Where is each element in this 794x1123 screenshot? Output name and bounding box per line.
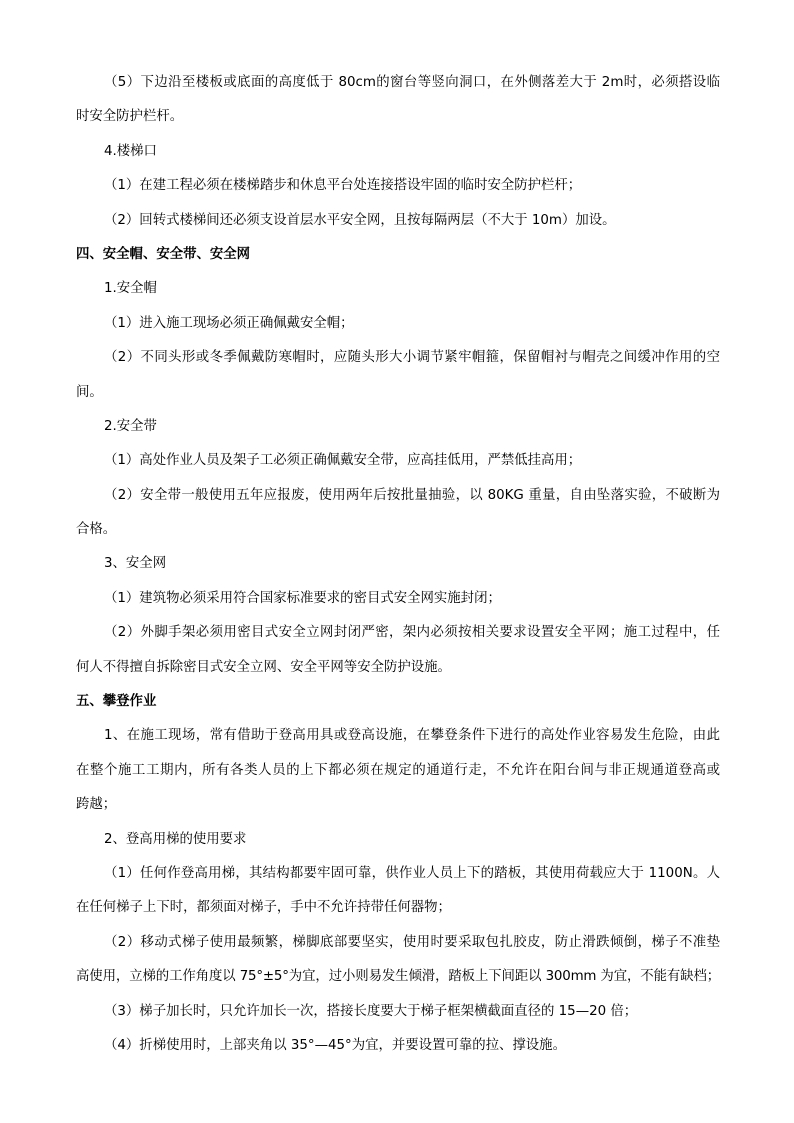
paragraph-line: 4.楼梯口 [104,143,157,159]
paragraph-line: （1）任何作登高用梯，其结构都要牢固可靠，供作业人员上下的踏板，其使用荷载应大于 1100N。人 [104,865,720,881]
paragraph-line: （2）安全带一般使用五年应报废，使用两年后按批量抽验，以 80KG 重量，自由坠落实验，不破断为 [104,487,720,503]
paragraph-line: （4）折梯使用时，上部夹角以 35°—45°为宜，并要设置可靠的拉、撑设施。 [104,1037,566,1053]
paragraph-line: 2、登高用梯的使用要求 [104,831,247,847]
section-heading: 五、攀登作业 [76,694,157,710]
paragraph-line: 跨越； [76,797,117,813]
paragraph-line: （1）建筑物必须采用符合国家标准要求的密目式安全网实施封闭； [104,590,501,606]
paragraph-line: （2）移动式梯子使用最频繁，梯脚底部要坚实，使用时要采取包扎胶皮，防止滑跌倾倒，梯子不准垫 [104,934,720,950]
paragraph-line: 在任何梯子上下时，都须面对梯子，手中不允许持带任何器物； [76,900,451,916]
paragraph-line: 3、安全网 [104,556,167,572]
paragraph-line: （5）下边沿至楼板或底面的高度低于 80cm的窗台等竖向洞口，在外侧落差大于 2m时，必须搭设临 [104,75,720,90]
paragraph-line: 时安全防护栏杆。 [76,109,184,125]
paragraph-line: （2）回转式楼梯间还必须支设首层水平安全网，且按每隔两层（不大于 10m）加设。 [104,212,616,228]
paragraph-line: 在整个施工工期内，所有各类人员的上下都必须在规定的通道行走，不允许在阳台间与非正规通道登高或 [76,762,720,778]
paragraph-line: （2）不同头形或冬季佩戴防寒帽时，应随头形大小调节紧牢帽箍，保留帽衬与帽壳之间缓冲作用的空 [104,350,720,366]
paragraph-line: （2）外脚手架必须用密目式安全立网封闭严密，架内必须按相关要求设置安全平网；施工过程中，任 [104,625,720,641]
paragraph-line: （1）在建工程必须在楼梯踏步和休息平台处连接搭设牢固的临时安全防护栏杆； [104,178,582,194]
paragraph-line: 1、在施工现场，常有借助于登高用具或登高设施，在攀登条件下进行的高处作业容易发生危险，由此 [104,728,720,744]
paragraph-line: 2.安全带 [104,418,157,434]
document-page [76,66,720,1063]
section-heading: 四、安全帽、安全带、安全网 [76,246,251,262]
paragraph-line: 合格。 [76,522,117,538]
paragraph-line: 高使用，立梯的工作角度以 75°±5°为宜，过小则易发生倾滑，踏板上下间距以 300mm 为宜，不能有缺档； [76,969,720,985]
paragraph-line: （1）高处作业人员及架子工必须正确佩戴安全带，应高挂低用，严禁低挂高用； [104,453,582,469]
paragraph-line: 间。 [76,384,103,400]
paragraph-line: （1）进入施工现场必须正确佩戴安全帽； [104,315,354,331]
paragraph-line: （3）梯子加长时，只允许加长一次，搭接长度要大于梯子框架横截面直径的 15—20 倍； [104,1003,638,1019]
paragraph-line: 何人不得擅自拆除密目式安全立网、安全平网等安全防护设施。 [76,659,451,675]
paragraph-line: 1.安全帽 [104,281,157,297]
